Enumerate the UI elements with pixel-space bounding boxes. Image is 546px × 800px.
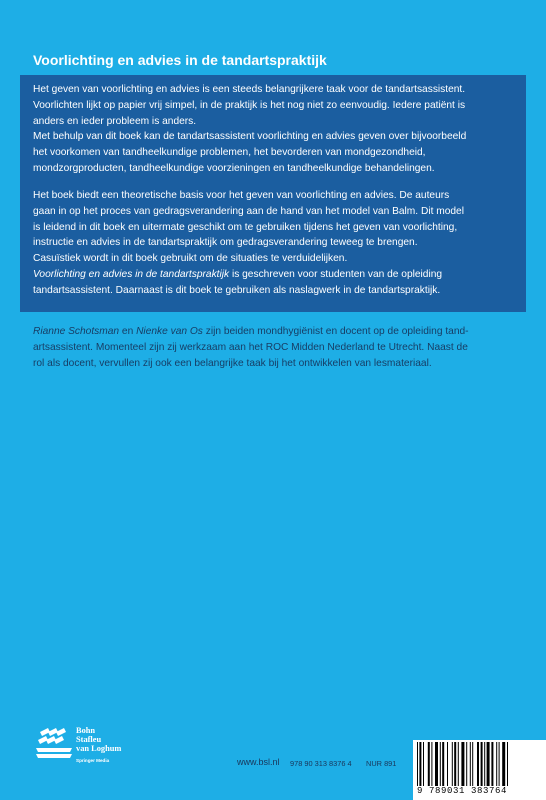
barcode-bar xyxy=(484,742,485,786)
text-line: Het geven van voorlichting en advies is een steeds belangrijkere taak voor de tandartsassistent. xyxy=(33,84,466,95)
barcode-bar xyxy=(442,742,444,786)
barcode-bar xyxy=(431,742,432,786)
text-line xyxy=(33,267,464,283)
content-paragraph xyxy=(33,188,464,299)
book-title-italic: Voorlichting en advies in de tandartspraktijk xyxy=(33,268,230,280)
barcode-bar xyxy=(423,742,424,786)
intro-paragraph xyxy=(33,82,466,177)
barcode-bar xyxy=(419,742,421,786)
text-fragment: is geschreven voor studenten van de opleiding xyxy=(229,268,443,280)
text-line: rol als docent, vervullen zij ook een belangrijke taak bij het ontwikkelen van lesmateriaal. xyxy=(33,357,432,369)
text-line: anders en ieder probleem is anders. xyxy=(33,115,197,127)
barcode-bar xyxy=(502,742,505,786)
barcode-bar xyxy=(477,742,479,786)
text-fragment: zijn beiden mondhygiënist en docent op de opleiding tand- xyxy=(202,326,469,337)
author-name: Rianne Schotsman xyxy=(33,326,120,337)
text-fragment: en xyxy=(119,326,137,337)
barcode-bar xyxy=(466,742,467,786)
text-line: artsassistent. Momenteel zijn zij werkzaam aan het ROC Midden Nederland te Utrecht. Naast de xyxy=(33,341,468,353)
text-line: gaan in op het proces van gedragsverandering aan de hand van het model van Balm. Dit model xyxy=(33,205,464,217)
text-line: is leidend in dit boek en uitermate geschikt om te gebruiken tijdens het geven van voorlichting, xyxy=(33,221,458,233)
text-line: Voorlichten lijkt op papier vrij simpel, in de praktijk is het nog niet zo eenvoudig. Iedere patiënt is xyxy=(33,99,466,111)
barcode-bar xyxy=(452,742,453,786)
text-line: Casuïstiek wordt in dit boek gebruikt om de situaties te verduidelijken. xyxy=(33,253,348,265)
publisher-logo xyxy=(34,722,154,774)
barcode-bar xyxy=(454,742,456,786)
author-paragraph xyxy=(33,324,469,371)
barcode-bar xyxy=(496,742,497,786)
barcode-bar xyxy=(417,742,418,786)
barcode-bar xyxy=(458,742,459,786)
barcode-bar xyxy=(491,742,493,786)
text-line: tandartsassistent. Daarnaast is dit boek te gebruiken als naslagwerk in de tandartspraktijk. xyxy=(33,284,441,296)
barcode-digits: 9 789031 383764 xyxy=(417,786,508,796)
publisher-name-line: van Loghum xyxy=(76,744,122,753)
book-title: Voorlichting en advies in de tandartspraktijk xyxy=(33,52,327,68)
barcode-bar xyxy=(470,742,471,786)
barcode-bars xyxy=(415,742,544,786)
author-name: Nienke van Os xyxy=(136,326,203,337)
barcode-bar xyxy=(440,742,441,786)
isbn-number: 978 90 313 8376 4 xyxy=(290,759,352,768)
publisher-logo-icon xyxy=(34,726,74,762)
barcode-bar xyxy=(461,742,464,786)
text-line: het voorkomen van tandheelkundige problemen, het bevorderen van mondgezondheid, xyxy=(33,147,426,159)
barcode-bar xyxy=(428,742,430,786)
barcode-bar xyxy=(481,742,483,786)
barcode-bar xyxy=(435,742,438,786)
publisher-name xyxy=(76,726,121,753)
text-line: instructie en advies in de tandartspraktijk om gedragsverandering teweeg te brengen. xyxy=(33,237,418,249)
barcode-bar xyxy=(447,742,448,786)
publisher-name-line: Bohn xyxy=(76,726,96,735)
text-line: Het boek biedt een theoretische basis voor het geven van voorlichting en advies. De auteurs xyxy=(33,190,450,201)
publisher-url: www.bsl.nl xyxy=(237,757,280,767)
publisher-name-line: Stafleu xyxy=(76,735,102,744)
text-line xyxy=(33,324,469,340)
nur-code: NUR 891 xyxy=(366,759,397,768)
barcode-bar xyxy=(472,742,473,786)
barcode-bar xyxy=(499,742,500,786)
barcode-bar xyxy=(487,742,490,786)
barcode xyxy=(413,740,546,800)
text-line: Met behulp van dit boek kan de tandartsassistent voorlichting en advies geven over bijvoorbeeld xyxy=(33,131,467,143)
text-line: mondzorgproducten, tandheelkundige voorzieningen en tandheelkundige behandelingen. xyxy=(33,162,435,174)
publisher-subtitle: Springer Media xyxy=(76,758,110,763)
barcode-bar xyxy=(507,742,508,786)
